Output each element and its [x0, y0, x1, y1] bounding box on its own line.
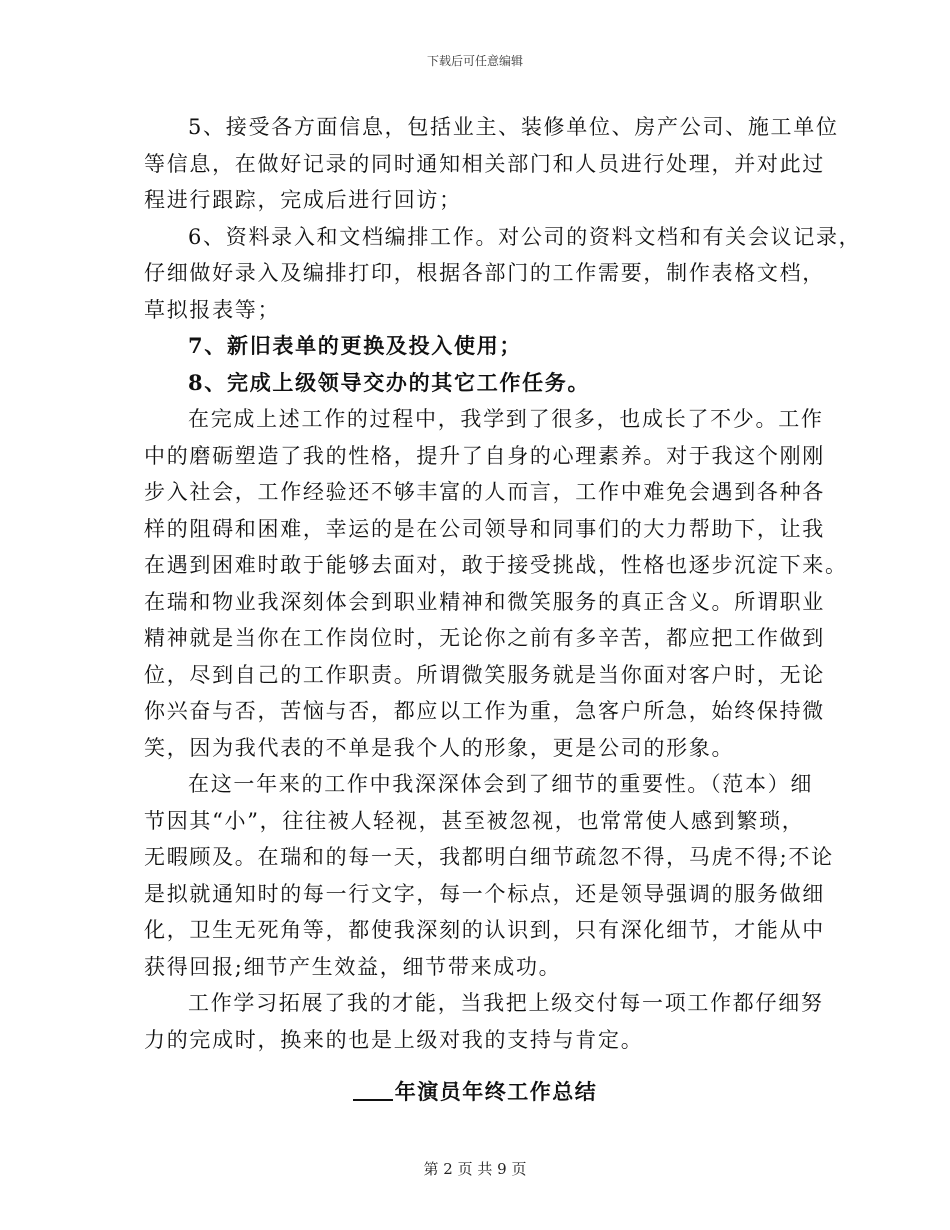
text-line-bold: 7、新旧表单的更换及投入使用；: [188, 333, 523, 358]
text-line: 5、接受各方面信息，包括业主、装修单位、房产公司、施工单位: [188, 115, 839, 139]
text-line-bold: 8、完成上级领导交办的其它工作任务。: [188, 369, 591, 395]
text-line: 在完成上述工作的过程中，我学到了很多，也成长了不少。工作: [188, 407, 824, 431]
text-line: 笑，因为我代表的不单是我个人的形象，更是公司的形象。: [144, 735, 735, 760]
text-line: 你兴奋与否，苦恼与否，都应以工作为重，急客户所急，始终保持微: [144, 699, 825, 723]
text-line: 程进行跟踪，完成后进行回访；: [144, 188, 462, 212]
section-title: [0, 1076, 950, 1106]
text-line: 草拟报表等；: [144, 297, 281, 322]
text-line: 节因其“小”，往往被人轻视，甚至被忽视，也常常使人感到繁琐，: [144, 808, 805, 833]
text-line: 在瑞和物业我深刻体会到职业精神和微笑服务的真正含义。所谓职业: [144, 589, 825, 614]
text-line: 在遇到困难时敢于能够去面对，敢于接受挑战，性格也逐步沉淀下来。: [144, 553, 848, 577]
page-header-note: 下载后可任意编辑: [426, 54, 523, 68]
text-line: 无暇顾及。在瑞和的每一天，我都明白细节疏忽不得，马虎不得;不论: [144, 845, 834, 869]
text-line: 精神就是当你在工作岗位时，无论你之前有多辛苦，都应把工作做到: [144, 626, 825, 650]
text-line: 等信息，在做好记录的同时通知相关部门和人员进行处理，并对此过: [144, 151, 825, 176]
text-line: 6、资料录入和文档编排工作。对公司的资料文档和有关会议记录，: [188, 224, 862, 249]
text-line: 样的阻碍和困难，幸运的是在公司领导和同事们的大力帮助下，让我: [144, 516, 825, 541]
text-line: 化，卫生无死角等，都使我深刻的认识到，只有深化细节，才能从中: [144, 918, 825, 942]
title-blank-underline: [353, 1079, 393, 1101]
document-body: [144, 109, 862, 1058]
text-line: 中的磨砺塑造了我的性格，提升了自身的心理素养。对于我这个刚刚: [144, 443, 825, 468]
text-line: 力的完成时，换来的也是上级对我的支持与肯定。: [144, 1027, 644, 1052]
text-line: 仔细做好录入及编排打印，根据各部门的工作需要，制作表格文档，: [144, 261, 825, 285]
text-line: 工作学习拓展了我的才能，当我把上级交付每一项工作都仔细努: [188, 991, 824, 1015]
text-line: 获得回报;细节产生效益，细节带来成功。: [144, 954, 562, 979]
text-line: 位，尽到自己的工作职责。所谓微笑服务就是当你面对客户时，无论: [144, 662, 825, 687]
text-line: 是拟就通知时的每一行文字，每一个标点，还是领导强调的服务做细: [144, 881, 825, 906]
text-line: 步入社会，工作经验还不够丰富的人而言，工作中难免会遇到各种各: [144, 480, 825, 504]
text-line: 在这一年来的工作中我深深体会到了细节的重要性。（范本）细: [188, 772, 814, 796]
section-title-text: 年演员年终工作总结: [394, 1079, 598, 1104]
page-footer: 第 2 页 共 9 页: [423, 1160, 527, 1178]
